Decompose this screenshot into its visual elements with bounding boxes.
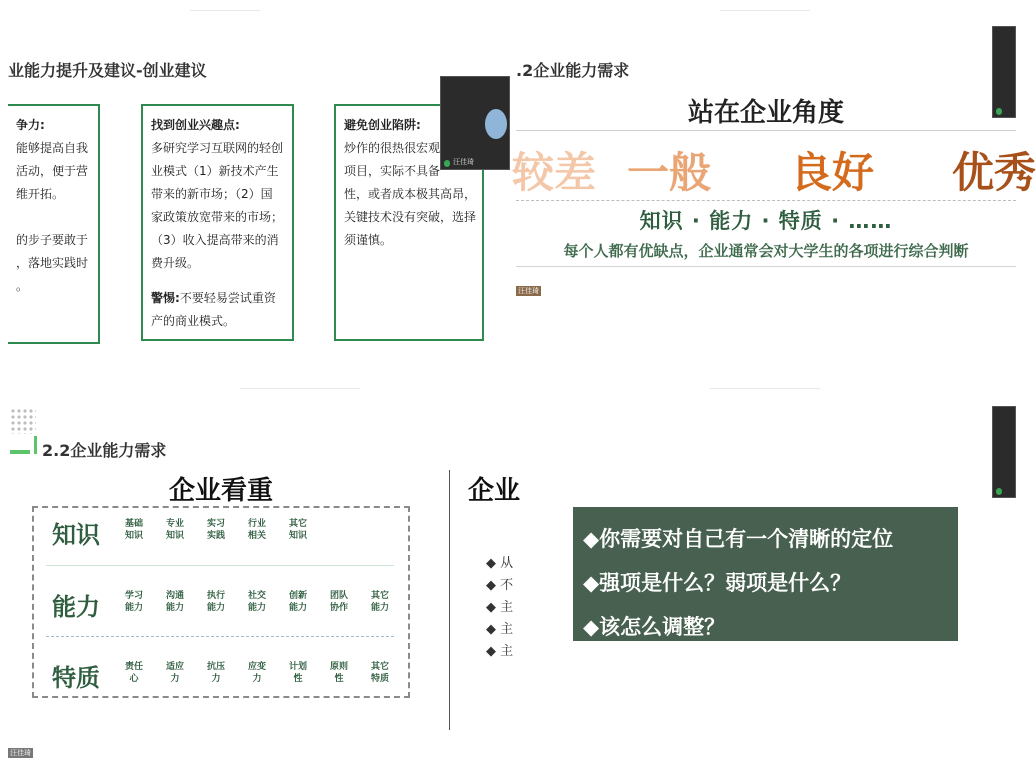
requirement-item: 行业 相关 xyxy=(247,519,266,541)
card-line xyxy=(16,206,92,229)
requirement-item: 计划 性 xyxy=(288,662,307,684)
divider xyxy=(516,266,1016,267)
accent-bar xyxy=(34,436,37,454)
bullet-item: ◆ 主 xyxy=(486,644,514,659)
grade-poor: 较差 xyxy=(512,148,597,197)
requirement-item: 专业 知识 xyxy=(165,519,184,541)
bullet-item: ◆ 主 xyxy=(486,600,514,615)
card-line: 关键技术没有突破，选择 xyxy=(344,210,477,224)
grade-excellent: 优秀 xyxy=(952,148,1036,197)
card-line: （3）收入提高带来的消 xyxy=(151,233,279,247)
mic-icon xyxy=(996,488,1002,495)
positioning-line: ◆强项是什么？弱项是什么？ xyxy=(583,571,852,595)
note-text: 每个人都有优缺点，企业通常会对大学生的各项进行综合判断 xyxy=(563,242,969,260)
requirement-item: 应变 力 xyxy=(247,662,266,684)
mic-icon xyxy=(996,108,1002,115)
divider xyxy=(449,470,450,730)
card-line: 维开拓。 xyxy=(16,187,65,201)
speaker-tag: 汪佳琦 xyxy=(518,287,539,295)
card-line: 能够提高自我 xyxy=(16,141,89,155)
card-heading: 避免创业陷阱: xyxy=(344,118,421,132)
card-line: ，落地实践时 xyxy=(16,256,89,270)
top-divider xyxy=(190,10,260,11)
card-warning xyxy=(151,287,286,310)
slide-title: 业能力提升及建议-创业建议 xyxy=(8,61,207,80)
row-label-knowledge: 知识 xyxy=(52,521,100,549)
speaker-tag: 汪佳琦 xyxy=(10,749,31,757)
requirement-item: 学习 能力 xyxy=(124,591,143,613)
card-line: 的步子要敢于 xyxy=(16,233,89,247)
card-line: 家政策放宽带来的市场； xyxy=(151,210,284,224)
grade-average: 一般 xyxy=(627,148,712,197)
divider xyxy=(516,130,1016,131)
mic-icon xyxy=(444,160,450,167)
requirement-item: 其它 知识 xyxy=(288,519,307,541)
card-line: 项目，实际不具备 xyxy=(344,164,441,178)
row-divider xyxy=(46,636,394,637)
card-line: 炒作的很热很宏观 xyxy=(344,141,441,155)
requirement-item: 团队 协作 xyxy=(329,591,348,613)
requirement-item: 适应 力 xyxy=(165,662,184,684)
warning-label: 警惕: xyxy=(151,291,180,305)
requirement-item: 原则 性 xyxy=(329,662,348,684)
row-label-ability: 能力 xyxy=(52,593,100,621)
slide-title: .2企业能力需求 xyxy=(516,61,630,80)
card-line: 。 xyxy=(16,279,29,293)
requirement-item: 责任 心 xyxy=(124,662,143,684)
card-line: 产的商业模式。 xyxy=(151,314,236,328)
accent-bar xyxy=(10,450,30,454)
video-thumbnail[interactable] xyxy=(992,26,1016,118)
top-divider xyxy=(240,388,360,389)
card-line: 业模式（1）新技术产生 xyxy=(151,164,279,178)
requirement-item: 基础 知识 xyxy=(124,519,143,541)
slide-title: 2.2企业能力需求 xyxy=(42,441,167,460)
warning-text: 不要轻易尝试重资 xyxy=(179,291,276,305)
card-line: 性，或者成本极其高昂， xyxy=(344,187,477,201)
card-line: 费升级。 xyxy=(151,256,200,270)
self-positioning-box xyxy=(573,507,958,641)
top-divider xyxy=(710,388,820,389)
requirement-item: 其它 特质 xyxy=(370,662,389,684)
requirement-item: 执行 能力 xyxy=(206,591,225,613)
card-interest xyxy=(141,104,294,341)
slide-heading: 站在企业角度 xyxy=(687,98,844,128)
slide-heading: 企业看重 xyxy=(168,476,273,506)
card-line xyxy=(151,275,286,287)
requirement-item: 创新 能力 xyxy=(288,591,307,613)
requirement-item: 沟通 能力 xyxy=(165,591,184,613)
card-heading: 找到创业兴趣点: xyxy=(151,118,240,132)
dots-decoration xyxy=(10,408,36,434)
grade-good: 良好 xyxy=(790,148,875,197)
requirement-item: 社交 能力 xyxy=(247,591,266,613)
slide-heading: 企业 xyxy=(468,476,521,506)
positioning-line: ◆该怎么调整？ xyxy=(583,615,726,639)
top-divider xyxy=(720,10,810,11)
video-thumbnail[interactable] xyxy=(440,76,510,170)
requirement-item: 抗压 力 xyxy=(206,662,225,684)
bullet-item: ◆ 从 xyxy=(486,556,514,571)
requirement-item: 实习 实践 xyxy=(206,519,225,541)
card-line: 多研究学习互联网的轻创 xyxy=(151,141,284,155)
bullet-item: ◆ 主 xyxy=(486,622,514,637)
qualities-line: 知识 · 能力 · 特质 · …… xyxy=(639,209,893,233)
video-thumbnail[interactable] xyxy=(992,406,1016,498)
card-line: 须谨慎。 xyxy=(344,233,393,247)
avatar xyxy=(485,109,507,139)
divider xyxy=(516,200,1016,201)
positioning-line: ◆你需要对自己有一个清晰的定位 xyxy=(583,527,894,551)
card-line: 争力: xyxy=(16,118,45,132)
bullet-item: ◆ 不 xyxy=(486,578,514,593)
card-line: 活动，便于营 xyxy=(16,164,89,178)
requirement-item: 其它 能力 xyxy=(370,591,389,613)
card-line: 带来的新市场；（2）国 xyxy=(151,187,273,201)
card-competitiveness xyxy=(8,104,100,344)
row-label-traits: 特质 xyxy=(52,664,100,692)
row-divider xyxy=(46,565,394,566)
participant-name: 汪佳琦 xyxy=(453,158,474,166)
